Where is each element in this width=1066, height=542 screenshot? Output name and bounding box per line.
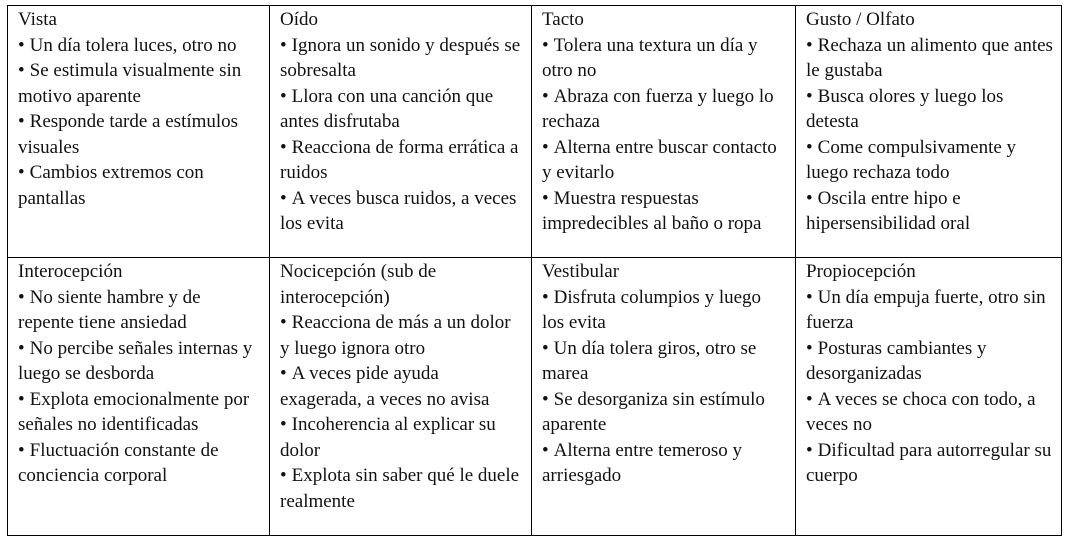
list-item: • Ignora un sonido y después se sobresalta	[280, 34, 521, 81]
bullet-icon: •	[18, 60, 25, 81]
list-item: • Se estimula visualmente sin motivo aparente	[18, 60, 242, 107]
list-item: • A veces busca ruidos, a veces los evita	[280, 187, 517, 234]
cell-title: Nocicepción (sub de interocepción)	[280, 261, 437, 308]
bullet-icon: •	[806, 187, 813, 209]
list-item: • Alterna entre temeroso y arriesgado	[542, 439, 742, 486]
bullet-icon: •	[18, 439, 25, 461]
cell-title: Propiocepción	[806, 261, 916, 282]
list-item: • Posturas cambiantes y desorganizadas	[806, 337, 987, 384]
list-item: • Reacciona de más a un dolor y luego ignora otro	[280, 312, 511, 359]
bullet-icon: •	[542, 439, 549, 461]
list-item: • Come compulsivamente y luego rechaza todo	[806, 136, 1017, 183]
cell-title: Oído	[280, 9, 318, 30]
bullet-icon: •	[18, 162, 25, 183]
bullet-icon: •	[806, 388, 813, 410]
bullet-icon: •	[18, 388, 25, 410]
list-item: • Cambios extremos con pantallas	[18, 162, 204, 209]
cell-tacto	[532, 6, 796, 258]
list-item: • Un día tolera giros, otro se marea	[542, 337, 757, 384]
list-item: • Incoherencia al explicar su dolor	[280, 414, 496, 461]
bullet-icon: •	[280, 187, 287, 209]
bullet-icon: •	[806, 286, 813, 308]
bullet-icon: •	[280, 136, 287, 158]
bullet-icon: •	[806, 85, 813, 107]
list-item: • Responde tarde a estímulos visuales	[18, 111, 239, 158]
bullet-icon: •	[542, 34, 549, 56]
bullet-icon: •	[280, 414, 287, 435]
cell-oido	[270, 6, 532, 258]
cell-title: Vestibular	[542, 261, 620, 282]
list-item: • Alterna entre buscar contacto y evitarlo	[542, 136, 777, 183]
list-item: • Explota sin saber qué le duele realmente	[280, 465, 520, 512]
list-item: • Fluctuación constante de conciencia corporal	[18, 439, 219, 486]
bullet-icon: •	[18, 337, 25, 359]
bullet-icon: •	[18, 111, 25, 132]
sensory-table	[7, 5, 1062, 536]
bullet-icon: •	[18, 286, 25, 308]
cell-title: Interocepción	[18, 261, 123, 282]
bullet-icon: •	[542, 286, 549, 308]
bullet-icon: •	[280, 465, 287, 486]
cell-title: Tacto	[542, 9, 584, 30]
list-item: • Muestra respuestas impredecibles al baño o ropa	[542, 187, 762, 234]
cell-interocepcion	[8, 258, 270, 536]
bullet-icon: •	[806, 136, 813, 158]
list-item: • Abraza con fuerza y luego lo rechaza	[542, 85, 774, 132]
list-item: • Rechaza un alimento que antes le gustaba	[806, 34, 1053, 81]
bullet-icon: •	[280, 312, 287, 333]
bullet-icon: •	[280, 363, 287, 384]
cell-title: Vista	[18, 9, 57, 30]
bullet-icon: •	[542, 136, 549, 158]
bullet-icon: •	[806, 439, 813, 461]
bullet-icon: •	[542, 388, 549, 410]
list-item: • Busca olores y luego los detesta	[806, 85, 1004, 132]
list-item: • A veces pide ayuda exagerada, a veces no avisa	[280, 363, 490, 410]
cell-gusto-olfato	[796, 6, 1062, 258]
cell-nocicepcion	[270, 258, 532, 536]
cell-title: Gusto / Olfato	[806, 9, 915, 30]
bullet-icon: •	[280, 34, 287, 56]
cell-propiocepcion	[796, 258, 1062, 536]
list-item: • Explota emocionalmente por señales no identificadas	[18, 388, 250, 435]
cell-vista	[8, 6, 270, 258]
table-row	[8, 258, 1062, 536]
list-item: • Se desorganiza sin estímulo aparente	[542, 388, 765, 435]
table-row	[8, 6, 1062, 258]
bullet-icon: •	[542, 85, 549, 107]
list-item: • No percibe señales internas y luego se desborda	[18, 337, 253, 384]
bullet-icon: •	[542, 187, 549, 209]
list-item: • Oscila entre hipo e hipersensibilidad oral	[806, 187, 971, 234]
list-item: • Dificultad para autorregular su cuerpo	[806, 439, 1052, 486]
list-item: • No siente hambre y de repente tiene ansiedad	[18, 286, 201, 333]
bullet-icon: •	[18, 34, 25, 56]
list-item: • Un día empuja fuerte, otro sin fuerza	[806, 286, 1046, 333]
list-item: • Reacciona de forma errática a ruidos	[280, 136, 519, 183]
bullet-icon: •	[806, 337, 813, 359]
bullet-icon: •	[806, 34, 813, 56]
list-item: • Llora con una canción que antes disfrutaba	[280, 85, 494, 132]
bullet-icon: •	[280, 85, 287, 107]
list-item: • Un día tolera luces, otro no	[18, 34, 237, 56]
bullet-icon: •	[542, 337, 549, 359]
list-item: • Disfruta columpios y luego los evita	[542, 286, 762, 333]
list-item: • Tolera una textura un día y otro no	[542, 34, 758, 81]
list-item: • A veces se choca con todo, a veces no	[806, 388, 1036, 435]
cell-vestibular	[532, 258, 796, 536]
